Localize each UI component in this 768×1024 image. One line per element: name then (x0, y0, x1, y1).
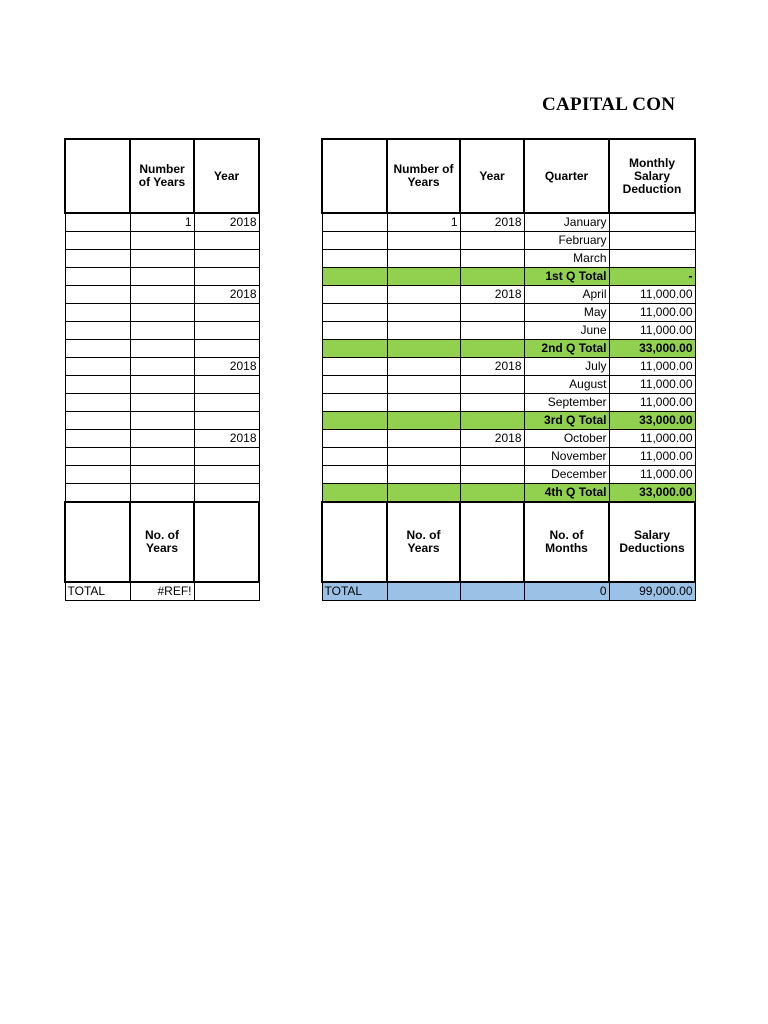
cell[interactable] (194, 376, 259, 394)
table-row (65, 322, 259, 340)
cell[interactable]: September (524, 394, 609, 412)
cell[interactable] (322, 250, 387, 268)
quarter-total-value[interactable]: 33,000.00 (609, 340, 695, 358)
table-row (65, 448, 259, 466)
cell[interactable] (194, 582, 259, 601)
cell[interactable]: 2018 (460, 286, 524, 304)
total-label[interactable]: TOTAL (322, 582, 387, 601)
cell[interactable] (322, 484, 387, 503)
cell[interactable] (460, 322, 524, 340)
left-total-row (65, 582, 259, 601)
cell[interactable]: 11,000.00 (609, 358, 695, 376)
cell[interactable] (194, 484, 259, 503)
table-row (65, 340, 259, 358)
cell[interactable] (322, 394, 387, 412)
left-header-cell (65, 139, 130, 213)
cell[interactable] (322, 213, 387, 232)
quarter-total-label[interactable]: 2nd Q Total (524, 340, 609, 358)
cell[interactable] (65, 412, 130, 430)
total-label[interactable]: TOTAL (65, 582, 130, 601)
right-footer-header-cell (322, 502, 387, 582)
cell[interactable] (130, 286, 194, 304)
quarter-total-label[interactable]: 1st Q Total (524, 268, 609, 286)
document-title: CAPITAL CON (542, 94, 676, 115)
cell[interactable]: 2018 (194, 213, 259, 232)
cell[interactable] (460, 582, 524, 601)
cell[interactable] (322, 286, 387, 304)
cell[interactable]: February (524, 232, 609, 250)
cell[interactable]: August (524, 376, 609, 394)
cell[interactable] (322, 430, 387, 448)
cell[interactable]: 11,000.00 (609, 394, 695, 412)
cell[interactable] (194, 322, 259, 340)
cell[interactable] (65, 340, 130, 358)
cell[interactable] (130, 394, 194, 412)
cell[interactable] (130, 430, 194, 448)
cell[interactable] (387, 412, 460, 430)
cell[interactable] (65, 304, 130, 322)
table-row (65, 466, 259, 484)
table-row (322, 394, 695, 412)
cell[interactable] (460, 268, 524, 286)
cell[interactable] (130, 448, 194, 466)
cell[interactable] (130, 304, 194, 322)
cell[interactable] (322, 448, 387, 466)
cell[interactable] (130, 484, 194, 503)
table-row (65, 268, 259, 286)
cell[interactable] (194, 340, 259, 358)
quarter-total-row (322, 484, 695, 503)
cell[interactable] (130, 250, 194, 268)
quarter-total-label[interactable]: 4th Q Total (524, 484, 609, 503)
cell[interactable] (460, 412, 524, 430)
cell[interactable] (322, 232, 387, 250)
table-row (65, 358, 259, 376)
right-header-cell: Year (460, 139, 524, 213)
cell[interactable] (65, 394, 130, 412)
cell[interactable] (130, 466, 194, 484)
cell[interactable]: January (524, 213, 609, 232)
cell[interactable] (460, 232, 524, 250)
cell[interactable]: 2018 (460, 430, 524, 448)
cell[interactable] (387, 268, 460, 286)
right-footer-header-cell: No. of Months (524, 502, 609, 582)
cell[interactable] (460, 376, 524, 394)
left-footer-header-cell (65, 502, 130, 582)
cell[interactable] (130, 376, 194, 394)
cell[interactable] (65, 286, 130, 304)
cell[interactable]: 11,000.00 (609, 466, 695, 484)
right-footer-header-cell (460, 502, 524, 582)
table-row (322, 322, 695, 340)
left-header-cell: Year (194, 139, 259, 213)
table-row (65, 232, 259, 250)
cell[interactable] (460, 394, 524, 412)
cell[interactable]: 11,000.00 (609, 304, 695, 322)
cell[interactable] (322, 358, 387, 376)
table-row (65, 484, 259, 503)
cell[interactable] (130, 412, 194, 430)
cell[interactable] (387, 582, 460, 601)
cell[interactable] (322, 304, 387, 322)
cell[interactable]: December (524, 466, 609, 484)
cell[interactable]: 2018 (460, 358, 524, 376)
table-row (65, 394, 259, 412)
table-row (65, 304, 259, 322)
table-row (322, 466, 695, 484)
quarter-total-value[interactable]: - (609, 268, 695, 286)
cell[interactable] (460, 304, 524, 322)
table-row (322, 304, 695, 322)
table-row (322, 376, 695, 394)
table-row (322, 250, 695, 268)
table-row (65, 412, 259, 430)
cell[interactable] (130, 322, 194, 340)
cell[interactable] (194, 412, 259, 430)
cell[interactable] (65, 232, 130, 250)
table-row (65, 376, 259, 394)
total-years[interactable]: #REF! (130, 582, 194, 601)
cell[interactable]: March (524, 250, 609, 268)
cell[interactable]: 11,000.00 (609, 430, 695, 448)
cell[interactable] (65, 430, 130, 448)
right-total-row (322, 582, 695, 601)
cell[interactable] (65, 322, 130, 340)
cell[interactable]: April (524, 286, 609, 304)
cell[interactable] (322, 322, 387, 340)
cell[interactable] (194, 448, 259, 466)
cell[interactable]: 2018 (194, 286, 259, 304)
cell[interactable] (65, 466, 130, 484)
cell[interactable] (387, 376, 460, 394)
cell[interactable] (65, 213, 130, 232)
left-header-cell: Number of Years (130, 139, 194, 213)
cell[interactable]: July (524, 358, 609, 376)
cell[interactable]: 2018 (194, 430, 259, 448)
cell[interactable]: November (524, 448, 609, 466)
quarter-total-row (322, 268, 695, 286)
cell[interactable] (130, 232, 194, 250)
right-header-cell: Number of Years (387, 139, 460, 213)
cell[interactable] (387, 430, 460, 448)
cell[interactable] (65, 250, 130, 268)
cell[interactable] (194, 268, 259, 286)
cell[interactable]: 11,000.00 (609, 448, 695, 466)
cell[interactable] (194, 304, 259, 322)
table-row (322, 213, 695, 232)
cell[interactable] (387, 286, 460, 304)
right-header-cell: Monthly Salary Deduction (609, 139, 695, 213)
cell[interactable] (65, 358, 130, 376)
cell[interactable] (387, 466, 460, 484)
cell[interactable] (65, 484, 130, 503)
right-header-cell (322, 139, 387, 213)
cell[interactable]: 11,000.00 (609, 376, 695, 394)
left-footer-header-row (65, 502, 259, 582)
quarter-total-label[interactable]: 3rd Q Total (524, 412, 609, 430)
right-table (321, 138, 696, 601)
quarter-total-row (322, 340, 695, 358)
cell[interactable] (387, 232, 460, 250)
cell[interactable] (130, 268, 194, 286)
total-months[interactable]: 0 (524, 582, 609, 601)
cell[interactable] (130, 340, 194, 358)
cell[interactable] (387, 358, 460, 376)
quarter-total-value[interactable]: 33,000.00 (609, 484, 695, 503)
cell[interactable] (460, 466, 524, 484)
cell[interactable] (130, 358, 194, 376)
total-salary-deductions[interactable]: 99,000.00 (609, 582, 695, 601)
quarter-total-row (322, 412, 695, 430)
cell[interactable] (194, 466, 259, 484)
cell[interactable] (609, 250, 695, 268)
left-footer-header-cell (194, 502, 259, 582)
cell[interactable] (194, 394, 259, 412)
cell[interactable]: May (524, 304, 609, 322)
cell[interactable]: June (524, 322, 609, 340)
cell[interactable] (387, 340, 460, 358)
cell[interactable] (322, 268, 387, 286)
cell[interactable] (387, 484, 460, 503)
right-footer-header-cell: Salary Deductions (609, 502, 695, 582)
table-row (65, 286, 259, 304)
cell[interactable]: 11,000.00 (609, 286, 695, 304)
cell[interactable] (65, 448, 130, 466)
table-row (322, 430, 695, 448)
table-row (65, 213, 259, 232)
cell[interactable] (194, 232, 259, 250)
cell[interactable] (460, 250, 524, 268)
cell[interactable] (322, 340, 387, 358)
cell[interactable]: 11,000.00 (609, 322, 695, 340)
cell[interactable] (65, 268, 130, 286)
table-row (322, 358, 695, 376)
cell[interactable]: 2018 (460, 213, 524, 232)
left-table (64, 138, 260, 601)
quarter-total-value[interactable]: 33,000.00 (609, 412, 695, 430)
cell[interactable] (609, 232, 695, 250)
cell[interactable] (387, 304, 460, 322)
cell[interactable]: 1 (387, 213, 460, 232)
cell[interactable] (322, 412, 387, 430)
table-row (322, 448, 695, 466)
cell[interactable] (65, 376, 130, 394)
right-header-cell: Quarter (524, 139, 609, 213)
cell[interactable] (460, 484, 524, 503)
right-footer-header-row (322, 502, 695, 582)
cell[interactable] (387, 250, 460, 268)
cell[interactable]: 2018 (194, 358, 259, 376)
right-header-row (322, 139, 695, 213)
table-row (65, 430, 259, 448)
left-footer-header-cell: No. of Years (130, 502, 194, 582)
cell[interactable]: 1 (130, 213, 194, 232)
table-row (322, 286, 695, 304)
table-row (65, 250, 259, 268)
cell[interactable] (322, 466, 387, 484)
cell[interactable] (387, 394, 460, 412)
cell[interactable] (322, 376, 387, 394)
table-row (322, 232, 695, 250)
cell[interactable] (387, 448, 460, 466)
cell[interactable]: October (524, 430, 609, 448)
cell[interactable] (194, 250, 259, 268)
right-footer-header-cell: No. of Years (387, 502, 460, 582)
cell[interactable] (460, 340, 524, 358)
cell[interactable] (609, 213, 695, 232)
left-header-row (65, 139, 259, 213)
cell[interactable] (460, 448, 524, 466)
cell[interactable] (387, 322, 460, 340)
